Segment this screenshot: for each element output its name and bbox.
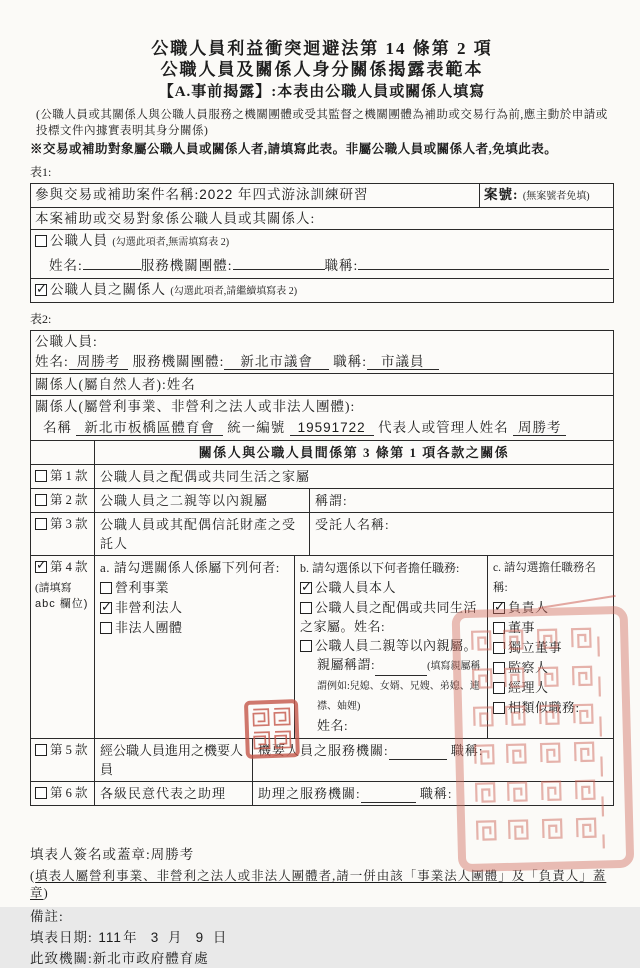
- official-checkbox-icon: [35, 235, 47, 247]
- clause2-no: 第 2 款: [50, 493, 88, 507]
- clause5-agency-blank: [389, 746, 447, 760]
- clause4-note2: abc 欄位): [35, 598, 89, 610]
- target-line: 本案補助或交易對象係公職人員或其關係人:: [35, 211, 316, 226]
- col-a-opt2-checkbox-checked-icon: [100, 602, 112, 614]
- clause2-extra: 稱謂:: [309, 489, 613, 512]
- table2-label: 表2:: [30, 312, 52, 326]
- official-option-note: (勾選此項者,無需填寫表 2): [112, 237, 230, 248]
- clause2-desc: 公職人員之二親等以內親屬: [100, 493, 269, 508]
- table1-official-row: [31, 230, 613, 279]
- official-info-row: [31, 331, 613, 374]
- date-day-value: 9: [195, 930, 205, 945]
- sign-note-underlined: 填表人屬營利事業、非營利之法人或非法人團體者,請一併由該「事業法人團體」及「負責人」蓋章: [30, 869, 607, 900]
- agency-value: 新北市政府體育處: [92, 951, 209, 966]
- col-b-opt3-label: 公職人員二親等以內親屬。: [315, 638, 478, 653]
- t2-name-label: 姓名:: [35, 354, 69, 369]
- clause6-title-label: 職稱:: [419, 786, 453, 801]
- t1-org-blank: [233, 256, 325, 270]
- col-c-opt2-label: 董事: [508, 620, 536, 635]
- related-checkbox-checked-icon: [35, 284, 47, 296]
- col-b-kinship-label: 親屬稱謂:: [317, 657, 376, 672]
- clause1-no: 第 1 款: [50, 469, 88, 483]
- t2-org-label: 服務機關團體:: [132, 354, 225, 369]
- col-c-opt1-checkbox-checked-icon: [493, 602, 505, 614]
- t1-name-label: 姓名:: [49, 258, 83, 273]
- date-day-unit: 日: [212, 930, 228, 945]
- agency-label: 此致機關:: [30, 951, 93, 966]
- clause3-desc: 公職人員或其配偶信託財產之受託人: [100, 517, 297, 551]
- clause4-row: [31, 556, 613, 739]
- clause3-checkbox-icon: [35, 518, 47, 530]
- related-org-row: [31, 396, 613, 441]
- uid-label: 統一編號: [227, 420, 286, 435]
- official-option-label: 公職人員: [50, 233, 108, 248]
- col-b-opt2-checkbox-icon: [300, 602, 312, 614]
- col-b-name-label: 姓名:: [317, 718, 349, 733]
- table2: [30, 330, 614, 806]
- sign-label: 填表人簽名或蓋章:: [30, 847, 151, 862]
- col-c-opt3-checkbox-icon: [493, 642, 505, 654]
- date-year-unit: 年: [123, 930, 138, 945]
- clause3-no: 第 3 款: [50, 517, 88, 531]
- col-c-opt4-label: 監察人: [508, 660, 549, 675]
- table1: [30, 183, 614, 303]
- clause5-desc: 經公職人員進用之機要人員: [100, 743, 244, 777]
- org-name-label: 名稱: [43, 420, 72, 435]
- official-heading: 公職人員:: [35, 334, 98, 349]
- col-c-opt6-checkbox-icon: [493, 702, 505, 714]
- rel-header-row: [31, 441, 613, 465]
- clause4-no: 第 4 款: [50, 560, 88, 574]
- sign-note-open: (: [30, 869, 36, 883]
- instruction-note: (公職人員或其關係人與公職人員服務之機關團體或受其監督之機關團體為補助或交易行為前,應主動於申請或投標文件內據實表明其身分關係): [36, 109, 608, 137]
- clause4-note1: (請填寫: [35, 582, 72, 594]
- case-name-value: 2022 年四式游泳訓練研習: [199, 187, 369, 202]
- form-title-line2: 公職人員及關係人身分關係揭露表範本: [160, 60, 484, 79]
- clause6-checkbox-icon: [35, 787, 47, 799]
- col-c-opt5-label: 經理人: [508, 680, 549, 695]
- case-name-label: 參與交易或補助案件名稱:: [35, 187, 200, 202]
- date-year-value: 111: [98, 930, 122, 945]
- col-a-title: a. 請勾選關係人係屬下列何者:: [100, 560, 280, 575]
- table1-case-row: [31, 184, 613, 208]
- related-natural-label: 關係人(屬自然人者):姓名: [35, 377, 196, 392]
- related-natural-row: [31, 374, 613, 396]
- clause1-checkbox-icon: [35, 470, 47, 482]
- clause4-checkbox-checked-icon: [35, 561, 47, 573]
- clause6-no: 第 6 款: [50, 786, 88, 800]
- clause5-checkbox-icon: [35, 744, 47, 756]
- clause5-extra: [252, 739, 613, 781]
- clause5-no: 第 5 款: [50, 743, 88, 757]
- clause5-agency-label: 機要人員之服務機關:: [258, 743, 389, 758]
- clause6-agency-blank: [361, 789, 416, 803]
- clause6-row: [31, 782, 613, 805]
- clause2-checkbox-icon: [35, 494, 47, 506]
- col-c-opt5-checkbox-icon: [493, 682, 505, 694]
- fill-date-line: [30, 929, 614, 947]
- sign-note: [30, 868, 614, 902]
- col-a-opt1-checkbox-icon: [100, 582, 112, 594]
- col-b-opt1-label: 公職人員本人: [315, 580, 397, 595]
- col-b-opt2-label: 公職人員之配偶或共同生活之家屬。姓名:: [300, 600, 478, 634]
- col-b-opt1-checkbox-checked-icon: [300, 582, 312, 594]
- instruction-star-note: ※交易或補助對象屬公職人員或關係人者,請填寫此表。非屬公職人員或關係人者,免填此表。: [30, 142, 558, 156]
- clause5-title-label: 職稱:: [450, 743, 484, 758]
- org-name-value: 新北市板橋區體育會: [76, 420, 223, 436]
- form-subtitle: 【A.事前揭露】:本表由公職人員或關係人填寫: [158, 84, 486, 100]
- col-c-opt1-label: 負責人: [508, 600, 549, 615]
- table1-related-row: [31, 279, 613, 302]
- official-title-value: 市議員: [367, 354, 439, 370]
- col-b-opt3-checkbox-icon: [300, 640, 312, 652]
- clause5-row: [31, 739, 613, 782]
- table1-label: 表1:: [30, 165, 52, 179]
- t1-title-label: 職稱:: [324, 258, 359, 273]
- case-no-label: 案號:: [484, 187, 519, 202]
- col-a-opt1-label: 營利事業: [115, 580, 170, 595]
- clause1-row: [31, 465, 613, 489]
- rep-label: 代表人或管理人姓名: [378, 420, 509, 435]
- form-title-line1: 公職人員利益衝突迴避法第 14 條第 2 項: [151, 39, 493, 58]
- rel-header-spacer: [31, 441, 95, 464]
- col-c-opt2-checkbox-icon: [493, 622, 505, 634]
- col-a-opt3-checkbox-icon: [100, 622, 112, 634]
- clause3-extra: 受託人名稱:: [309, 513, 613, 555]
- col-b-kinship-blank: [375, 662, 427, 676]
- clause6-desc: 各級民意代表之助理: [100, 786, 227, 801]
- t2-title-label: 職稱:: [333, 354, 368, 369]
- clause6-agency-label: 助理之服務機關:: [258, 786, 361, 801]
- clause1-desc: 公職人員之配偶或共同生活之家屬: [100, 469, 311, 484]
- official-name-value: 周勝考: [69, 354, 129, 370]
- case-no-note: (無案號者免填): [522, 191, 590, 202]
- clause4-col-b: [294, 556, 487, 738]
- agency-line: [30, 950, 614, 968]
- uid-value: 19591722: [290, 420, 374, 436]
- form-footer: [30, 846, 614, 968]
- remark-label: 備註:: [30, 909, 64, 924]
- clause3-row: [31, 513, 613, 556]
- related-option-label: 公職人員之關係人: [50, 282, 166, 297]
- related-option-note: (勾選此項者,請繼續填寫表 2): [170, 286, 298, 297]
- col-b-kinship-note: (填寫親屬稱謂例如:兒媳、女婿、兄嫂、弟媳、連襟、妯娌): [317, 661, 481, 712]
- col-b-title: b. 請勾選係以下何者擔任職務:: [300, 561, 460, 575]
- clause4-col-c: [487, 556, 613, 738]
- related-org-heading: 關係人(屬營利事業、非營利之法人或非法人團體):: [35, 399, 356, 414]
- sign-note-close: ): [43, 886, 49, 900]
- col-c-title: c. 請勾選擔任職務名稱:: [493, 562, 596, 594]
- clause4-col-a: [95, 556, 294, 738]
- col-a-opt3-label: 非法人團體: [115, 620, 183, 635]
- t1-org-label: 服務機關團體:: [140, 258, 233, 273]
- col-c-opt4-checkbox-icon: [493, 662, 505, 674]
- rel-header-title: 關係人與公職人員間係第 3 條第 1 項各款之關係: [198, 445, 510, 460]
- sign-value: 周勝考: [150, 847, 195, 862]
- col-c-opt3-label: 獨立董事: [508, 640, 563, 655]
- table1-target-row: [31, 208, 613, 230]
- date-label: 填表日期:: [30, 930, 93, 945]
- official-org-value: 新北市議會: [224, 354, 329, 370]
- case-name-cell: [31, 184, 479, 207]
- case-no-cell: [479, 184, 613, 207]
- clause2-row: [31, 489, 613, 513]
- rep-value: 周勝考: [513, 420, 567, 436]
- date-month-unit: 月: [168, 930, 183, 945]
- col-c-opt6-label: 相類似職務:: [508, 700, 580, 715]
- date-month-value: 3: [150, 930, 160, 945]
- t1-title-blank: [358, 256, 609, 270]
- col-a-opt2-label: 非營利法人: [115, 600, 183, 615]
- t1-name-blank: [83, 256, 141, 270]
- clause6-extra: [252, 782, 613, 805]
